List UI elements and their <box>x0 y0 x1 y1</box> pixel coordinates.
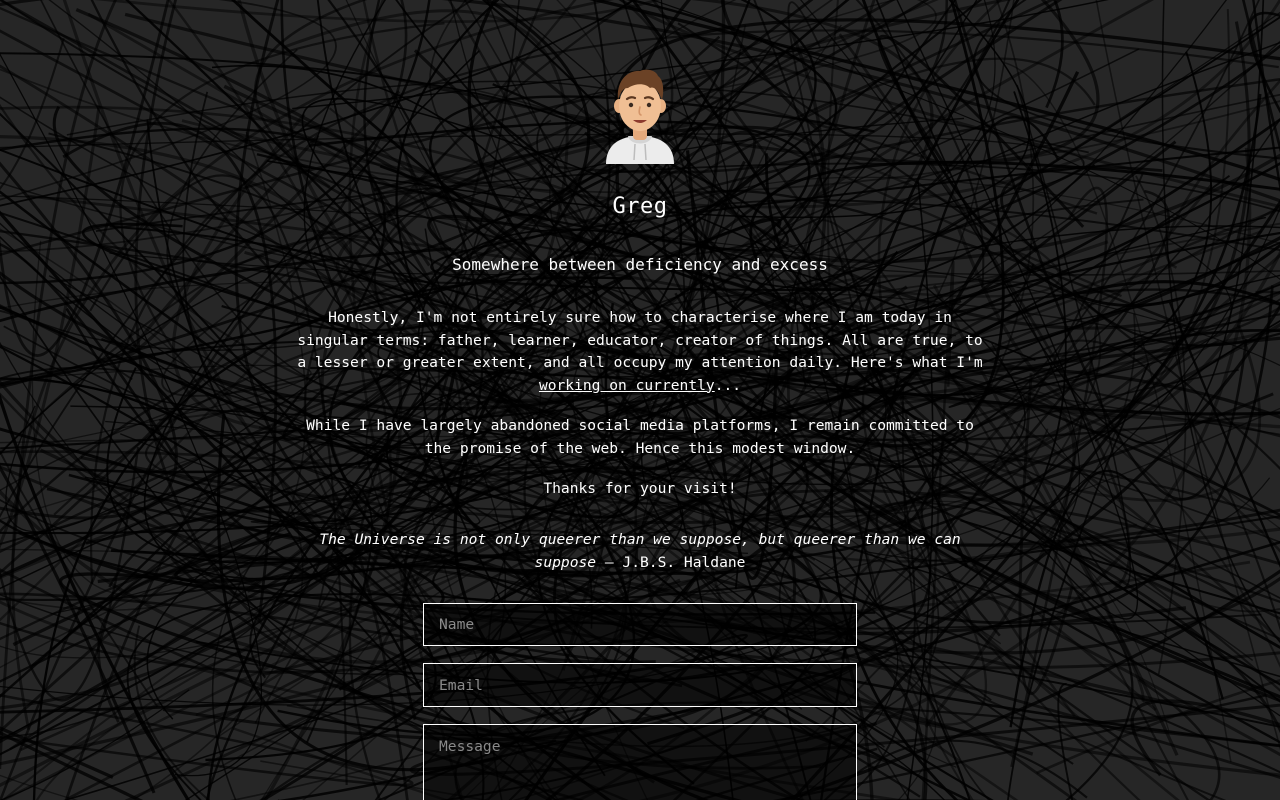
intro-text: Honestly, I'm not entirely sure how to characterise where I am today in singular terms: father, learner, educator, creator of things. All are true, to a lesser or greater extent, and all occupy my attention daily. Here's what I'm <box>297 309 983 371</box>
name-input[interactable] <box>423 603 857 646</box>
message-textarea[interactable] <box>423 724 857 800</box>
email-input[interactable] <box>423 663 857 707</box>
profile-tagline: Somewhere between deficiency and excess <box>452 255 828 274</box>
avatar-icon <box>600 66 680 166</box>
intro-paragraph <box>290 307 990 397</box>
social-paragraph: While I have largely abandoned social media platforms, I remain committed to the promise of the web. Hence this modest window. <box>306 417 974 457</box>
intro-ellipsis: ... <box>714 376 742 394</box>
profile-name: Greg <box>612 194 668 219</box>
quote-text: The Universe is not only queerer than we suppose, but queerer than we can suppose <box>319 531 961 571</box>
working-on-currently-link[interactable]: working on currently <box>538 376 715 394</box>
quote-block <box>290 529 990 574</box>
thanks-paragraph: Thanks for your visit! <box>543 480 737 497</box>
quote-attribution: — J.B.S. Haldane <box>596 553 746 571</box>
